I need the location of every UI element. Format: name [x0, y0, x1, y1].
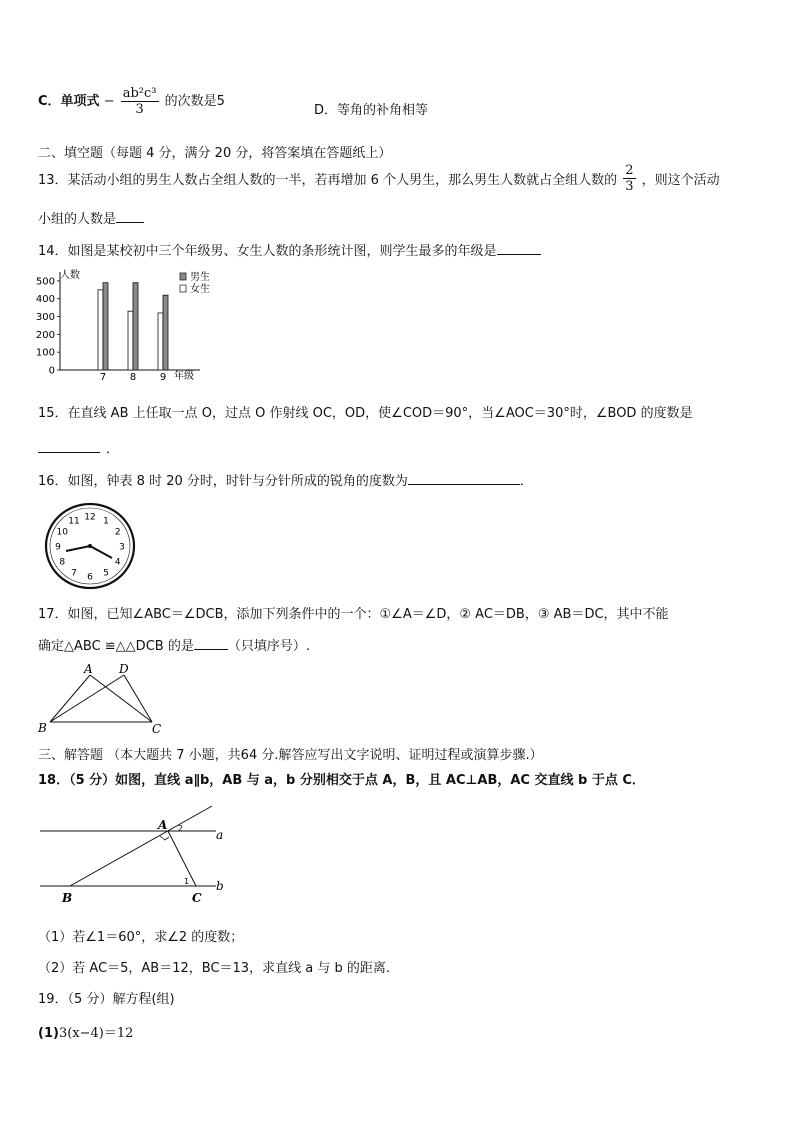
section2-heading: 二、填空题（每题 4 分，满分 20 分，将答案填在答题纸上） — [38, 146, 392, 161]
q17-label-a: A — [84, 662, 93, 676]
clock-center — [88, 544, 92, 548]
legend-label-boys: 男生 — [190, 272, 210, 283]
chart-x-tick-label: 8 — [129, 372, 137, 383]
legend-swatch-girls — [180, 285, 186, 292]
chart-bar-boys-grade-7 — [103, 283, 108, 370]
chart-bar-girls-grade-7 — [98, 290, 103, 370]
q16-clock — [44, 502, 140, 590]
q18-line-ac — [168, 831, 196, 886]
q18-label-1: 1 — [184, 877, 190, 886]
clock-number-6: 6 — [87, 572, 93, 583]
chart-x-ticks — [100, 372, 166, 383]
q18-line-ab — [70, 806, 212, 886]
q12-option-d: D．等角的补角相等 — [314, 103, 429, 118]
q17-line1: 17．如图，已知∠ABC＝∠DCB，添加下列条件中的一个：①∠A＝∠D，② AC＝DB，③ AB＝DC，其中不能 — [38, 607, 669, 622]
q13-fraction: $\frac{2}{3}$ — [625, 163, 634, 194]
q17-answer-blank[interactable] — [194, 637, 228, 650]
legend-swatch-boys — [180, 273, 186, 280]
clock-number-10: 10 — [56, 527, 69, 538]
q18-text: 18．（5 分）如图，直线 a∥b，AB 与 a，b 分别相交于点 A，B，且 AC⊥AB，AC 交直线 b 于点 C． — [38, 773, 645, 788]
q14-bar-chart — [30, 266, 220, 386]
chart-ylabel: 人数 — [60, 270, 80, 281]
clock-number-3: 3 — [119, 542, 125, 553]
clock-number-9: 9 — [55, 542, 61, 553]
chart-bar-girls-grade-9 — [158, 313, 163, 370]
chart-bar-boys-grade-9 — [163, 295, 168, 370]
q17-figure — [30, 660, 180, 738]
q15-text: 15．在直线 AB 上任取一点 O，过点 O 作射线 OC，OD，使∠COD＝90°，当∠AOC＝30°时，∠BOD 的度数是 — [38, 406, 693, 421]
q17-line2: 确定△ABC ≌△△DCB 的是 （只填序号）. — [38, 639, 310, 654]
chart-y-tick-label: 300 — [35, 312, 55, 324]
clock-hour-hand — [66, 546, 90, 551]
q13-line1: 13．某活动小组的男生人数占全组人数的一半，若再增加 6 个人男生，那么男生人数就占全组人数的 $\frac{2}{3}$ ，则这个活动 — [38, 163, 720, 194]
legend-label-girls: 女生 — [190, 284, 210, 295]
chart-y-tick-label: 100 — [35, 347, 55, 359]
q13-line2: 小组的人数是 — [38, 208, 144, 227]
q17-label-c: C — [152, 722, 162, 736]
clock-number-1: 1 — [103, 516, 109, 527]
q19-sub1: (1)3(x−4)＝12 — [38, 1026, 134, 1041]
q17-label-d: D — [119, 662, 129, 676]
chart-x-tick-label: 7 — [99, 372, 107, 383]
q18-label-line-b: b — [216, 879, 224, 893]
q12-option-c: C．单项式 − $\frac{\text{ab²c³}}{3}$ 的次数是5 — [38, 86, 225, 117]
clock-number-5: 5 — [103, 568, 109, 579]
q19-text: 19．（5 分）解方程(组) — [38, 992, 175, 1007]
section3-heading: 三、解答题 （本大题共 7 小题，共64 分.解答应写出文字说明、证明过程或演算步骤.） — [38, 748, 543, 763]
chart-bars — [98, 283, 168, 370]
clock-number-11: 11 — [68, 516, 80, 527]
q18-label-b: B — [62, 891, 73, 905]
q16-answer-blank[interactable] — [408, 472, 520, 485]
chart-y-ticks — [36, 276, 60, 376]
clock-number-12: 12 — [84, 512, 96, 523]
q13-answer-blank[interactable] — [116, 210, 144, 223]
clock-number-2: 2 — [114, 527, 121, 538]
chart-y-tick-label: 500 — [35, 276, 55, 288]
chart-bar-boys-grade-8 — [133, 283, 138, 370]
q18-label-line-a: a — [216, 828, 224, 842]
q18-right-angle-mark — [160, 836, 169, 840]
chart-y-tick-label: 200 — [35, 329, 55, 341]
chart-y-tick-label: 400 — [35, 294, 55, 306]
clock-number-8: 8 — [59, 557, 66, 568]
q18-sub1: （1）若∠1＝60°，求∠2 的度数； — [38, 930, 244, 945]
clock-minute-hand — [90, 546, 112, 558]
q17-segment-ac — [90, 675, 152, 722]
q12-fraction: $\frac{\text{ab²c³}}{3}$ — [122, 86, 157, 117]
q18-sub2: （2）若 AC＝5，AB＝12，BC＝13，求直线 a 与 b 的距离. — [38, 961, 390, 976]
chart-xlabel: 年级 — [174, 371, 194, 382]
q15-answer-blank[interactable] — [38, 440, 100, 453]
q17-segment-ab — [50, 675, 90, 722]
q17-segment-bd — [50, 675, 124, 722]
chart-y-tick-label: 0 — [48, 365, 55, 377]
q15-line2: ． — [38, 438, 119, 457]
q14-answer-blank[interactable] — [497, 242, 541, 255]
chart-bar-girls-grade-8 — [128, 311, 133, 370]
q17-segment-dc — [124, 675, 152, 722]
q17-label-b: B — [38, 721, 47, 735]
q14-text: 14．如图是某校初中三个年级男、女生人数的条形统计图，则学生最多的年级是 — [38, 240, 541, 259]
q18-label-a: A — [158, 818, 168, 832]
q18-label-c: C — [192, 891, 202, 905]
clock-number-4: 4 — [114, 557, 121, 568]
q16-text: 16．如图，钟表 8 时 20 分时，时针与分针所成的锐角的度数为 ． — [38, 474, 533, 489]
chart-x-tick-label: 9 — [159, 372, 167, 383]
clock-number-7: 7 — [71, 568, 77, 579]
q18-label-2: 2 — [178, 824, 184, 833]
chart-legend — [180, 270, 210, 295]
q18-figure — [36, 800, 236, 906]
